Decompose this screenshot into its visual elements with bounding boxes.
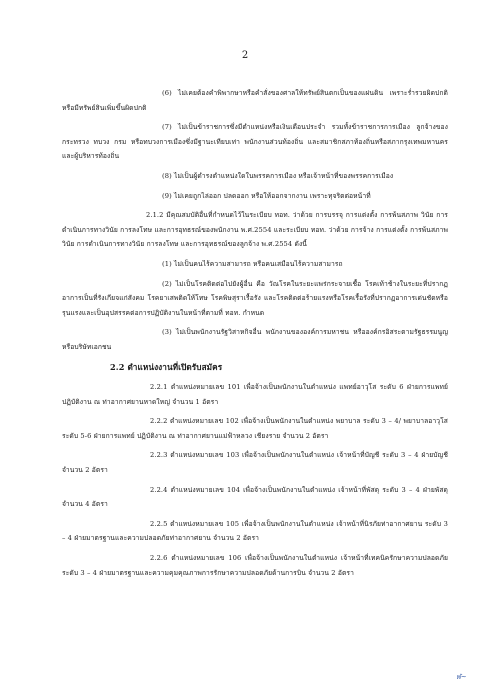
position-item: 2.2.2 ตำแหน่งหมายเลข 102 เพื่อจ้างเป็นพนักงานในตำแหน่ง พยาบาล ระดับ 3 – 4/ พยาบาลอาวุโส ระดับ 5-6 ฝ่ายการแพทย์ ปฏิบัติงาน ณ ท่าอากาศยานแม่ฟ้าหลวง เชียงราย จำนวน 2 อัตรา: [62, 417, 448, 440]
paragraph-sub-1: (1) ไม่เป็นคนไร้ความสามารถ หรือคนเสมือนไร้ความสามารถ: [162, 259, 343, 268]
position-item: 2.2.6 ตำแหน่งหมายเลข 106 เพื่อจ้างเป็นพนักงานในตำแหน่ง เจ้าหน้าที่เทคนิครักษาความปลอดภัย ระดับ 3 – 4 ฝ่ายมาตรฐานและความคุมคุณภาพการรักษาความปลอดภัยด้านการบิน จำนวน 2 อัตรา: [62, 554, 448, 577]
handwritten-mark: ฬ~: [456, 673, 467, 681]
paragraph-2-1-2: 2.1.2 มีคุณสมบัติอื่นที่กำหนดไว้ในระเบียบ ทอท. ว่าด้วย การบรรจุ การแต่งตั้ง การพ้นสภาพ วินัย การดำเนินการทางวินัย การลงโทษ และการอุทธรณ์ของพนักงาน พ.ศ.2554 และระเบียบ ทอท. ว่าด้วย การจ้าง การแต่งตั้ง การพ้นสภาพ วินัย การดำเนินการทางวินัย การลงโทษ และการอุทธรณ์ของลูกจ้าง พ.ศ.2554 ดังนี้: [62, 211, 448, 249]
position-item: 2.2.5 ตำแหน่งหมายเลข 105 เพื่อจ้างเป็นพนักงานในตำแหน่ง เจ้าหน้าที่นิรภัยท่าอากาศยาน ระดับ 3 – 4 ฝ่ายมาตรฐานและความปลอดภัยท่าอากาศยาน จำนวน 2 อัตรา: [62, 519, 448, 543]
position-item: 2.2.1 ตำแหน่งหมายเลข 101 เพื่อจ้างเป็นพนักงานในตำแหน่ง แพทย์อาวุโส ระดับ 6 ฝ่ายการแพทย์ ปฏิบัติงาน ณ ท่าอากาศยานหาดใหญ่ จำนวน 1 อัตรา: [62, 383, 448, 406]
paragraph-clause-8: (8) ไม่เป็นผู้ดำรงตำแหน่งใดในพรรคการเมือง หรือเจ้าหน้าที่ของพรรคการเมือง: [162, 171, 394, 180]
page-number: 2: [241, 50, 249, 61]
position-item: 2.2.4 ตำแหน่งหมายเลข 104 เพื่อจ้างเป็นพนักงานในตำแหน่ง เจ้าหน้าที่พัสดุ ระดับ 3 – 4 ฝ่ายพัสดุ จำนวน 4 อัตรา: [62, 485, 448, 509]
paragraph-sub-2: (2) ไม่เป็นโรคติดต่อไปยังผู้อื่น คือ วัณโรคในระยะแพร่กระจายเชื้อ โรคเท้าช้างในระยะที่ปรากฏอาการเป็นที่รังเกียจแก่สังคม โรคยาเสพติดให้โทษ โรคพิษสุราเรื้อรัง และโรคติดต่อร้ายแรงหรือโรคเรื้อรังที่ปรากฏอาการเด่นชัดหรือรุนแรงและเป็นอุปสรรคต่อการปฏิบัติงานในหน้าที่ตามที่ ทอท. กำหนด: [62, 279, 448, 317]
paragraph-clause-9: (9) ไม่เคยถูกไล่ออก ปลดออก หรือให้ออกจากงาน เพราะทุจริตต่อหน้าที่: [162, 191, 371, 200]
paragraph-clause-6: (6) ไม่เคยต้องคำพิพากษาหรือคำสั่งของศาลให้ทรัพย์สินตกเป็นของแผ่นดิน เพราะร่ำรวยผิดปกติหรือมีทรัพย์สินเพิ่มขึ้นผิดปกติ: [62, 89, 448, 112]
paragraph-sub-3: (3) ไม่เป็นพนักงานรัฐวิสาหกิจอื่น พนักงานขององค์การมหาชน หรือองค์กรอิสระตามรัฐธรรมนูญ หรือบริษัทเอกชน: [62, 328, 448, 351]
position-item: 2.2.3 ตำแหน่งหมายเลข 103 เพื่อจ้างเป็นพนักงานในตำแหน่ง เจ้าหน้าที่บัญชี ระดับ 3 – 4 ฝ่ายบัญชี จำนวน 2 อัตรา: [62, 451, 448, 475]
paragraph-clause-7: (7) ไม่เป็นข้าราชการซึ่งมีตำแหน่งหรือเงินเดือนประจำ รวมทั้งข้าราชการการเมือง ลูกจ้างของกระทรวง ทบวง กรม หรือทบวงการเมืองซึ่งมีฐานะเทียบเท่า พนักงานส่วนท้องถิ่น และสมาชิกสภาท้องถิ่นหรือสภากรุงเทพมหานครและผู้บริหารท้องถิ่น: [62, 123, 448, 161]
document-body: [62, 86, 448, 585]
section-heading: 2.2 ตำแหน่งงานที่เปิดรับสมัคร: [110, 361, 223, 372]
